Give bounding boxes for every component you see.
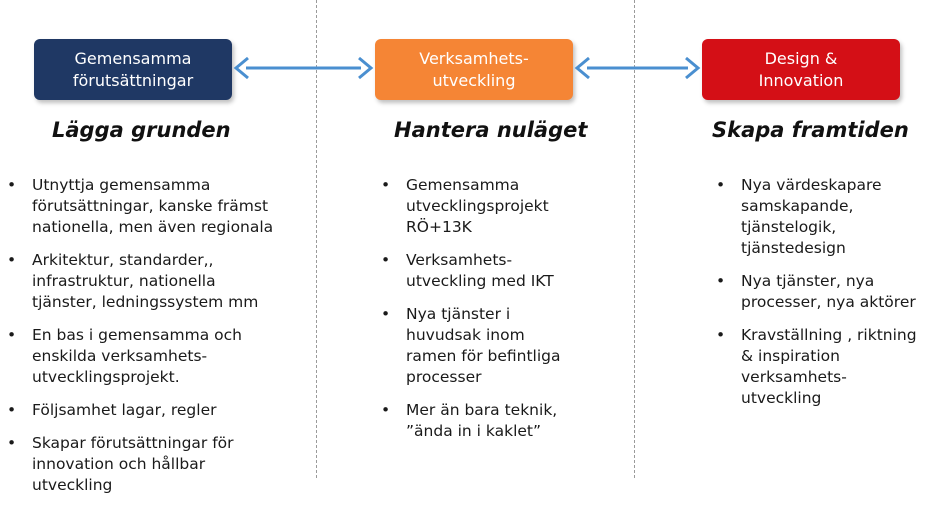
list-item: • Kravställning , riktning & inspiration verksamhets- utveckling [716, 325, 941, 409]
list-item: • Nya tjänster i huvudsak inom ramen för befintliga processer [381, 304, 626, 388]
list-item: • Arkitektur, standarder,, infrastruktur, nationella tjänster, ledningssystem mm [7, 250, 307, 313]
box-design-innovation [702, 39, 900, 100]
heading-skapa-framtiden: Skapa framtiden [712, 118, 909, 142]
bullet-list-left [7, 175, 307, 508]
bullet-list-right [716, 175, 941, 421]
double-arrow-1 [232, 55, 375, 81]
heading-hantera-nulaget: Hantera nuläget [394, 118, 588, 142]
list-item: • Gemensamma utvecklingsprojekt RÖ+13K [381, 175, 626, 238]
double-arrow-2 [573, 55, 702, 81]
list-item: • En bas i gemensamma och enskilda verksamhets- utvecklingsprojekt. [7, 325, 307, 388]
box-label: Gemensamma förutsättningar [72, 48, 194, 90]
list-item: • Mer än bara teknik, ”ända in i kaklet” [381, 400, 626, 442]
box-gemensamma-forutsattningar [34, 39, 232, 100]
box-label: Verksamhets- utveckling [419, 48, 529, 90]
list-item: • Verksamhets- utveckling med IKT [381, 250, 626, 292]
box-verksamhetsutveckling [375, 39, 573, 100]
list-item: • Skapar förutsättningar för innovation och hållbar utveckling [7, 433, 307, 496]
list-item: • Nya värdeskapare samskapande, tjänstelogik, tjänstedesign [716, 175, 941, 259]
list-item: • Nya tjänster, nya processer, nya aktörer [716, 271, 941, 313]
list-item: • Följsamhet lagar, regler [7, 400, 307, 421]
list-item: • Utnyttja gemensamma förutsättningar, kanske främst nationella, men även regionala [7, 175, 307, 238]
bullet-list-middle [381, 175, 626, 454]
box-label: Design & Innovation [758, 48, 844, 90]
heading-lagga-grunden: Lägga grunden [52, 118, 231, 142]
